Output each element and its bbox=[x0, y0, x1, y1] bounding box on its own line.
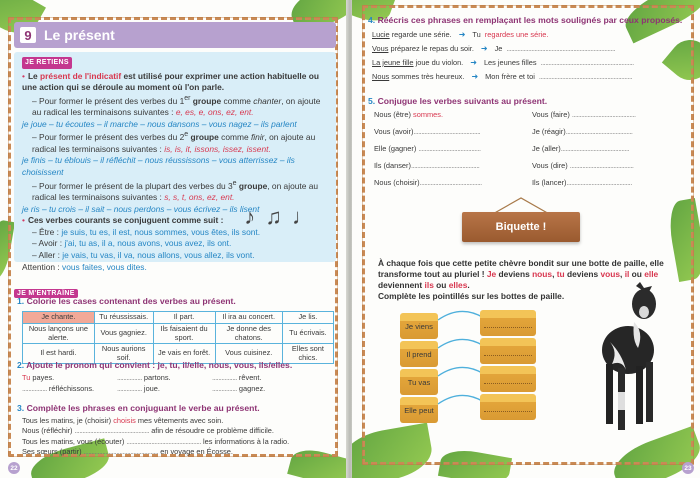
grid-cell[interactable]: Il ira au concert. bbox=[215, 312, 282, 324]
conjugation-item: Vous (faire) ......................................... bbox=[532, 110, 636, 119]
conjugation-item: Je (réagir)........................................... bbox=[532, 127, 633, 136]
hay-bale-label: Il prend bbox=[400, 341, 438, 367]
answer-blank[interactable]: ........................................... bbox=[413, 127, 481, 136]
rule-irregular: • Ces verbes courants se conjuguent comme suit : bbox=[22, 215, 224, 226]
je-retiens-box bbox=[14, 52, 336, 272]
arrow-arc-icon bbox=[436, 308, 486, 322]
answer-blank[interactable]: .......................................... bbox=[566, 178, 632, 187]
answer-blank[interactable]: ................................................ bbox=[126, 436, 201, 446]
page-number: 23 bbox=[682, 462, 694, 474]
sentence-line: Ses sœurs (partir) ................................................ en voyage en Écosse. bbox=[22, 447, 233, 457]
group1-rule: – Pour former le présent des verbes du 1er groupe comme chanter, on ajoute au radical les terminaisons suivantes : e, es, e, ons, ez, ent. bbox=[32, 94, 321, 118]
bullet-icon: • bbox=[22, 70, 25, 81]
grid-cell[interactable]: Elles sont chics. bbox=[282, 344, 333, 364]
biquette-sign: Biquette ! bbox=[462, 212, 580, 242]
fill-item[interactable]: ................ rêvent. bbox=[212, 373, 262, 382]
right-page bbox=[352, 0, 700, 478]
answer-blank[interactable]: ........................................... bbox=[565, 127, 633, 136]
fill-item[interactable]: ................ joue. bbox=[117, 383, 160, 393]
exercise-3 bbox=[22, 416, 289, 457]
answer-blank[interactable]: ...................................................................... bbox=[506, 44, 616, 53]
answer-blank[interactable]: ........................................ bbox=[418, 144, 481, 153]
grid-cell[interactable]: Nous aurions soif. bbox=[94, 344, 153, 364]
je-mentraine-badge: JE M'ENTRAÎNE bbox=[14, 289, 78, 298]
fill-item[interactable]: Tu payes. bbox=[22, 373, 55, 382]
conjugation-item: Ils (danser)............................................ bbox=[374, 161, 480, 170]
avoir-conjugation: – Avoir : j'ai, tu as, il a, nous avons, vous avez, ils ont. bbox=[32, 238, 232, 249]
hay-bale-answer[interactable] bbox=[480, 366, 536, 392]
sentence-line: Tous les matins, je (choisir) choisis mes vêtements avec soin. bbox=[22, 416, 224, 425]
grid-cell[interactable]: Nous lançons une alerte. bbox=[23, 324, 95, 344]
grid-cell[interactable]: Il part. bbox=[153, 312, 215, 324]
exercise-4-title: 4. Réécris ces phrases en remplaçant les mots soulignés par ceux proposés. bbox=[368, 15, 683, 25]
answer-blank[interactable]: ............................................................ bbox=[540, 58, 634, 67]
answer-blank[interactable]: ................................................ bbox=[83, 447, 159, 457]
exercise-2-title: 2. Ajoute le pronom qui convient : je, tu, il/elle, nous, vous, ils/elles. bbox=[17, 360, 293, 370]
hay-bale-answer[interactable] bbox=[480, 338, 536, 364]
group2-examples: je finis – tu éblouis – il réfléchit – nous réussissons – vous atterrissez – ils choisissent bbox=[22, 155, 295, 177]
group1-examples: je joue – tu écoutes – il marche – nous dansons – vous nagez – ils parlent bbox=[22, 118, 297, 129]
exercise-5 bbox=[374, 110, 690, 187]
rule-present: • Le présent de l'indicatif est utilisé pour exprimer une action habituelle ou une action qui se déroule au moment où l'on parle. bbox=[22, 70, 319, 93]
arrow-right-icon: ➜ bbox=[458, 30, 466, 39]
grid-cell[interactable]: Je chante. bbox=[23, 312, 95, 324]
sentence-line: Nous (réfléchir) ................................................ afin de résoudre ce problème difficile. bbox=[22, 426, 274, 436]
exercise-1-title: 1. Colorie les cases contenant des verbes au présent. bbox=[17, 296, 236, 306]
arrow-arc-icon bbox=[436, 364, 486, 378]
answer-blank[interactable]: ......................................... bbox=[571, 110, 636, 119]
rewrite-line: Vous préparez le repas du soir. ➜ Je ...................................................................... bbox=[372, 44, 634, 58]
conjugation-item: Nous (choisir)........................................ bbox=[374, 178, 482, 187]
group3-rule: – Pour former le présent de la plupart des verbes du 3e groupe, on ajoute au radical les terminaisons suivantes : s, s, t, ons, ez, ent. bbox=[32, 179, 319, 202]
group2-rule: – Pour former le présent des verbes du 2e groupe comme finir, on ajoute au radical les terminaisons suivantes : is, is, it, issons, issez, issent. bbox=[32, 131, 316, 154]
je-retiens-badge: JE RETIENS bbox=[22, 57, 72, 69]
grid-cell[interactable]: Je vais en forêt. bbox=[153, 344, 215, 364]
conjugation-item: Ils (lancer).......................................... bbox=[532, 178, 632, 187]
biquette-instructions: À chaque fois que cette petite chèvre bondit sur une botte de paille, elle transforme tout au pluriel ! Je deviens nous, tu deviens vous, il ou elle deviennent ils ou elles. Complète les pointillés sur les bottes de paille. bbox=[378, 258, 664, 301]
answer-blank[interactable]: ................................................ bbox=[74, 426, 150, 436]
exercise-5-title: 5. Conjugue les verbes suivants au présent. bbox=[368, 96, 548, 106]
answer-blank[interactable]: ............................................ bbox=[410, 161, 480, 170]
grid-cell[interactable]: Il est hardi. bbox=[23, 344, 95, 364]
grid-cell[interactable]: Vous gagniez. bbox=[94, 324, 153, 344]
hay-bale-answer[interactable] bbox=[480, 310, 536, 336]
conjugation-item: Vous (avoir)........................................... bbox=[374, 127, 481, 136]
arrow-right-icon: ➜ bbox=[470, 58, 477, 67]
lesson-title: Le présent bbox=[44, 27, 115, 43]
conjugation-item: Nous (être) sommes. bbox=[374, 110, 444, 119]
answer-blank[interactable]: ........................................ bbox=[419, 178, 482, 187]
exercise-2 bbox=[22, 373, 307, 394]
hay-bale-label: Elle peut bbox=[400, 397, 438, 423]
rewrite-line: Lucie regarde une série. ➜ Tu regardes une série. bbox=[372, 30, 634, 44]
hay-bale-label: Tu vas bbox=[400, 369, 438, 395]
conjugation-item: Je (aller)............................................ bbox=[532, 144, 630, 153]
grid-cell[interactable]: Je donne des chatons. bbox=[215, 324, 282, 344]
left-page bbox=[0, 0, 348, 478]
conjugation-item: Elle (gagner) ........................................ bbox=[374, 144, 481, 153]
grid-cell[interactable]: Je lis. bbox=[282, 312, 333, 324]
music-notes-icon: ♪ ♫ ♩ bbox=[244, 204, 316, 229]
hay-bale-label: Je viens bbox=[400, 313, 438, 339]
exercise-3-title: 3. Complète les phrases en conjuguant le verbe au présent. bbox=[17, 403, 260, 413]
arrow-arc-icon bbox=[436, 392, 486, 406]
page-number: 22 bbox=[8, 462, 20, 474]
goat-illustration bbox=[588, 282, 674, 442]
grid-cell[interactable]: Vous cuisinez. bbox=[215, 344, 282, 364]
exercise-1-grid bbox=[22, 311, 334, 364]
arrow-right-icon: ➜ bbox=[480, 44, 488, 53]
sentence-line: Tous les matins, vous (écouter) ................................................ les informations à la radio. bbox=[22, 436, 290, 446]
exercise-4 bbox=[372, 30, 634, 86]
group3-examples: je ris – tu crois – il sait – nous perdons – vous écrivez – ils lisent bbox=[22, 203, 260, 214]
lesson-number: 9 bbox=[20, 27, 36, 43]
rewrite-line: La jeune fille joue du violon. ➜ Les jeunes filles ............................................................ bbox=[372, 58, 634, 72]
aller-conjugation: – Aller : je vais, tu vas, il va, nous allons, vous allez, ils vont. bbox=[32, 249, 255, 260]
fill-item[interactable]: ................ partons. bbox=[117, 373, 171, 382]
grid-cell[interactable]: Tu écrivais. bbox=[282, 324, 333, 344]
lesson-header bbox=[14, 22, 336, 48]
answer-blank[interactable]: ......................................... bbox=[569, 161, 634, 170]
hay-bale-answer[interactable] bbox=[480, 394, 536, 420]
etre-conjugation: – Être : je suis, tu es, il est, nous sommes, vous êtes, ils sont. bbox=[32, 226, 261, 237]
arrow-right-icon: ➜ bbox=[471, 72, 479, 81]
grid-cell[interactable]: Ils faisaient du sport. bbox=[153, 324, 215, 344]
arrow-arc-icon bbox=[436, 336, 486, 350]
conjugation-item: Vous (dire) ......................................... bbox=[532, 161, 634, 170]
fill-item[interactable]: ................ gagnez. bbox=[212, 383, 266, 393]
fill-item[interactable]: ................ réfléchissons. bbox=[22, 383, 95, 393]
bullet-icon: • bbox=[22, 215, 25, 226]
grid-cell[interactable]: Tu réussissais. bbox=[94, 312, 153, 324]
attention-note: Attention : vous faites, vous dites. bbox=[22, 261, 147, 272]
rewrite-line: Nous sommes très heureux. ➜ Mon frère et toi ............................................................ bbox=[372, 72, 634, 86]
answer-blank[interactable]: ............................................ bbox=[560, 144, 630, 153]
answer-blank[interactable]: ............................................................ bbox=[538, 72, 633, 81]
